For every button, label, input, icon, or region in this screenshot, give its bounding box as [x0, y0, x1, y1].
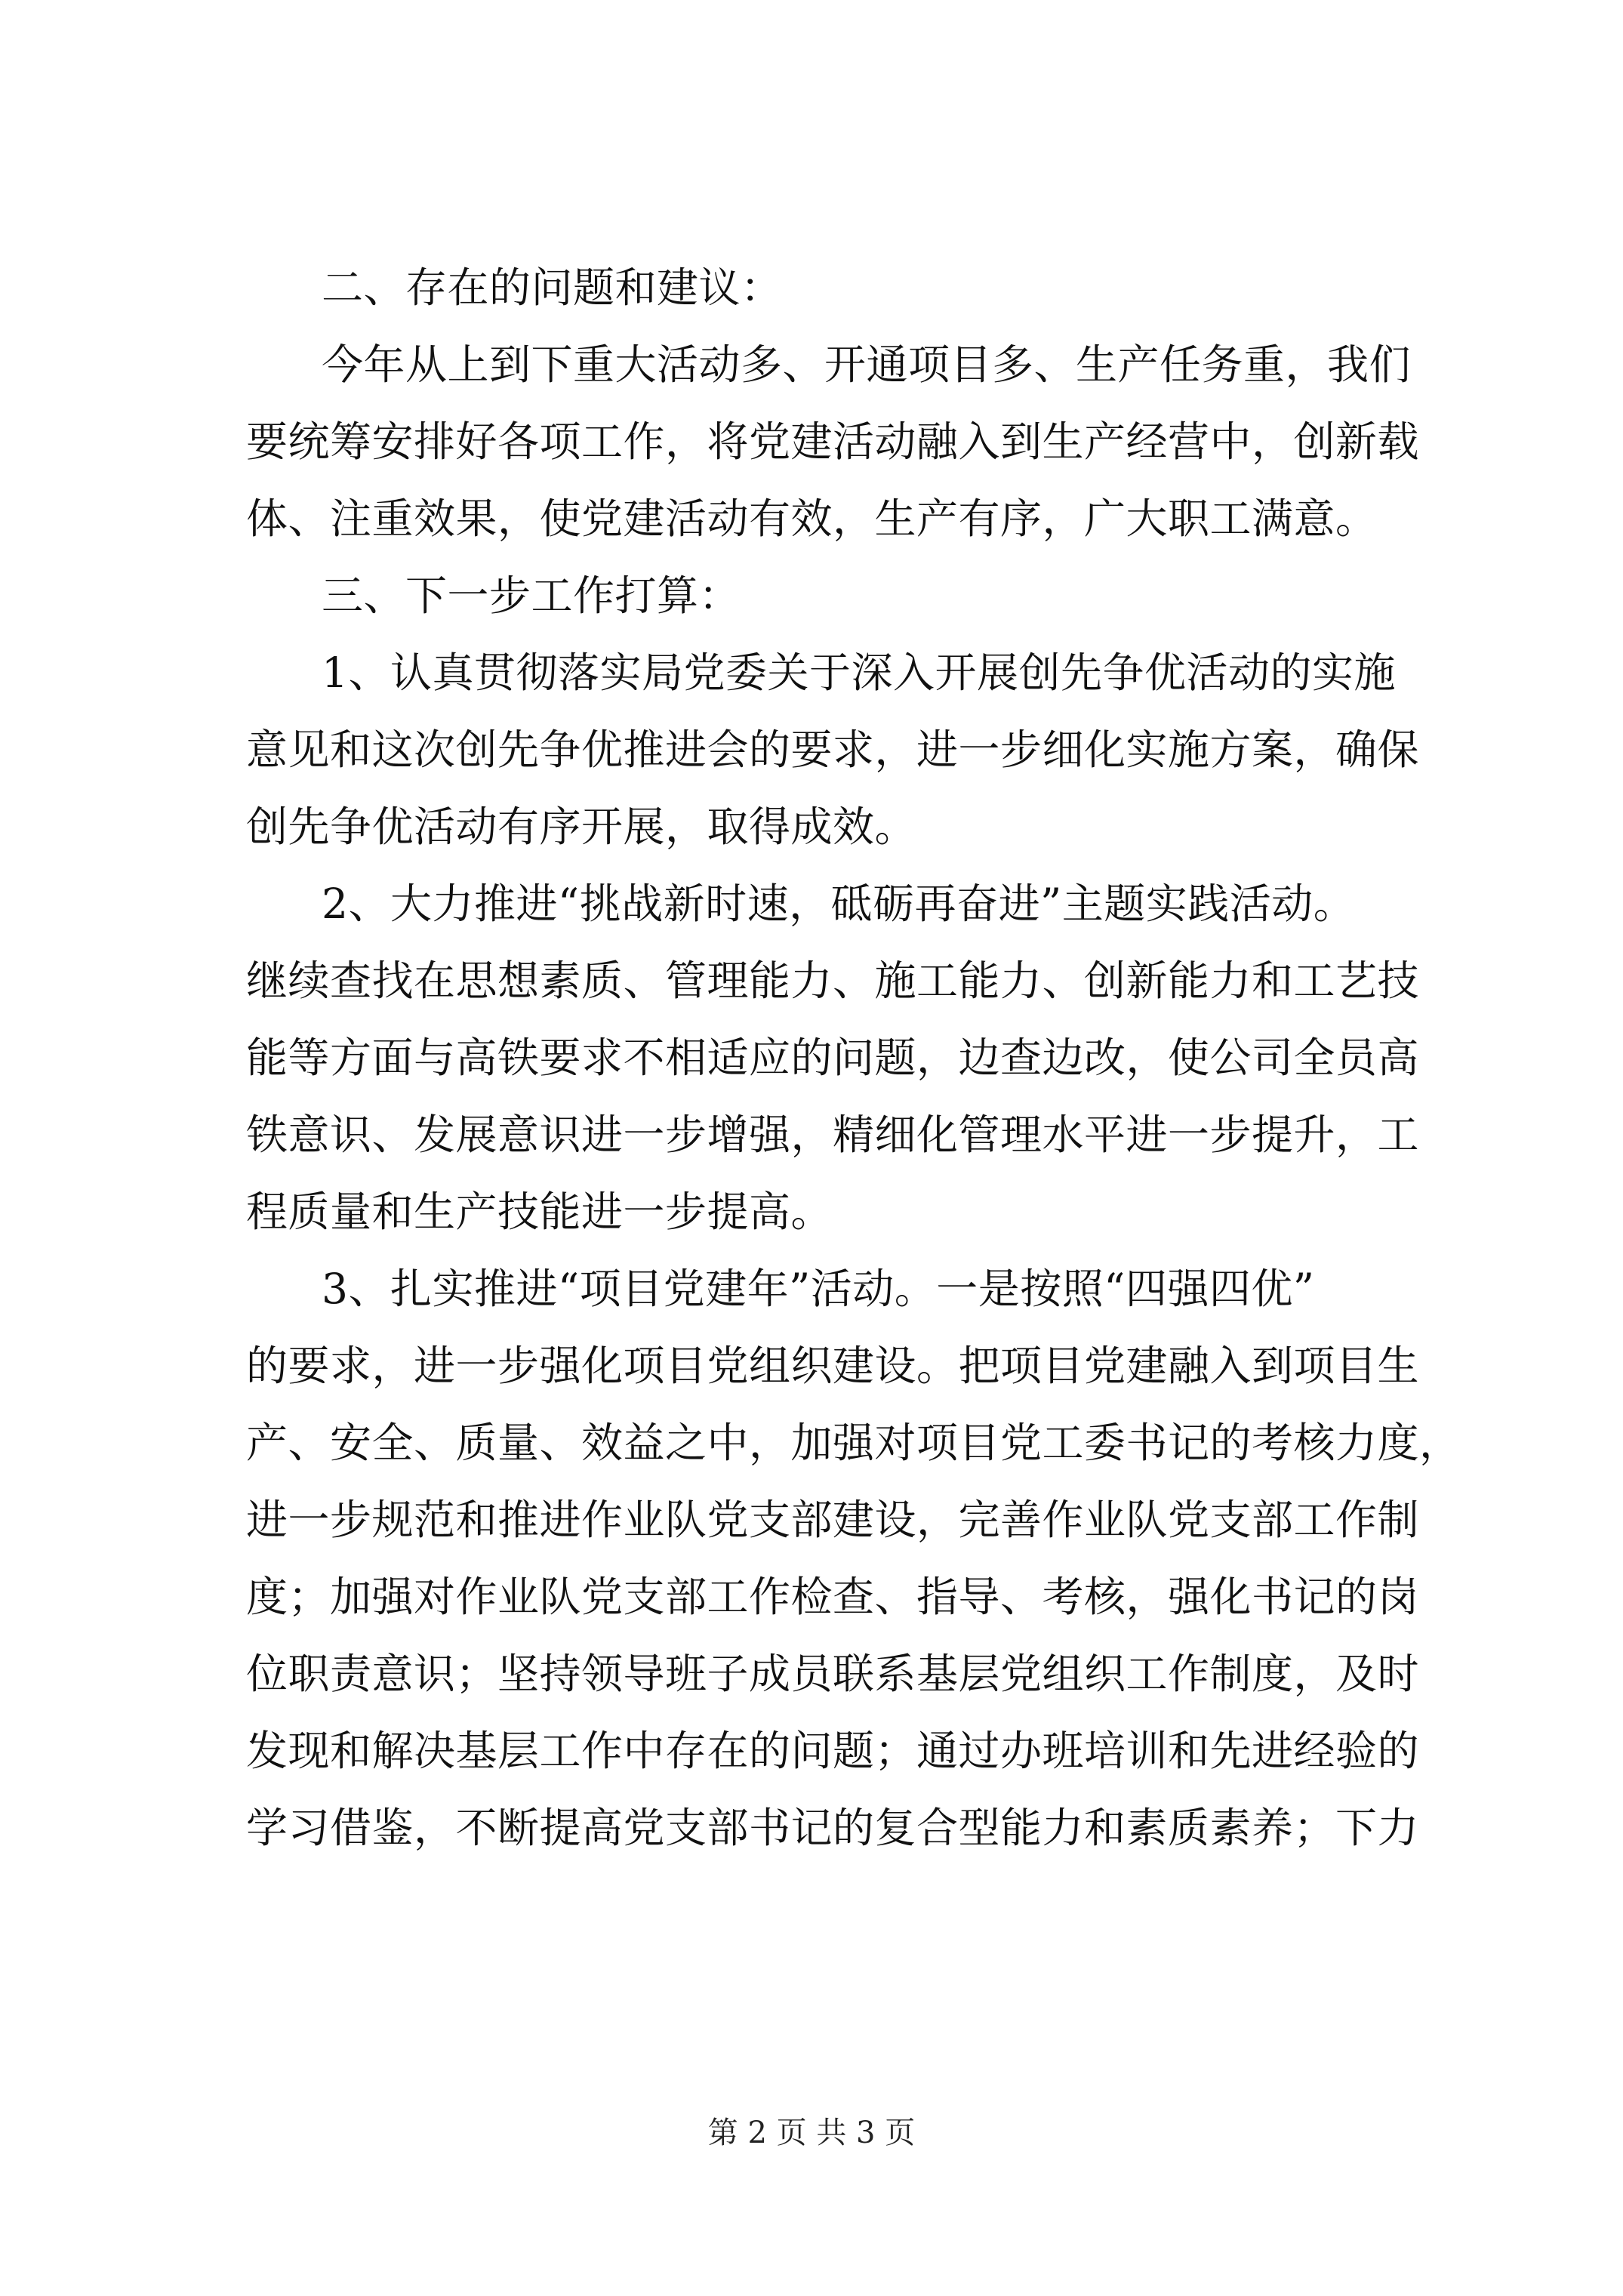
paragraph-line: 程质量和生产技能进一步提高。 — [246, 1188, 833, 1236]
document-body — [246, 249, 1461, 1866]
paragraph-line: 铁意识、发展意识进一步增强，精细化管理水平进一步提升，工 — [246, 1111, 1420, 1159]
paragraph-line: 发现和解决基层工作中存在的问题；通过办班培训和先进经验的 — [246, 1727, 1420, 1775]
paragraph-line: 产、安全、质量、效益之中，加强对项目党工委书记的考核力度， — [246, 1419, 1461, 1467]
paragraph-line: 位职责意识；坚持领导班子成员联系基层党组织工作制度，及时 — [246, 1650, 1420, 1698]
paragraph-line: 能等方面与高铁要求不相适应的问题，边查边改，使公司全员高 — [246, 1034, 1420, 1082]
paragraph-line: 的要求，进一步强化项目党组织建设。把项目党建融入到项目生 — [246, 1342, 1420, 1390]
paragraph-line: 3、扎实推进“项目党建年”活动。一是按照“四强四优” — [322, 1265, 1315, 1313]
paragraph-line: 意见和这次创先争优推进会的要求，进一步细化实施方案，确保 — [246, 726, 1420, 774]
page-number-footer: 第 2 页 共 3 页 — [707, 2116, 916, 2150]
paragraph-line: 进一步规范和推进作业队党支部建设，完善作业队党支部工作制 — [246, 1496, 1420, 1544]
paragraph-line: 1、认真贯彻落实局党委关于深入开展创先争优活动的实施 — [322, 649, 1396, 697]
paragraph-line: 创先争优活动有序开展，取得成效。 — [246, 803, 917, 851]
paragraph-line: 体、注重效果，使党建活动有效，生产有序，广大职工满意。 — [246, 495, 1378, 543]
paragraph-line: 今年从上到下重大活动多、开通项目多、生产任务重，我们 — [322, 341, 1412, 389]
section-heading-next-steps: 三、下一步工作打算： — [322, 572, 741, 620]
paragraph-line: 学习借鉴，不断提高党支部书记的复合型能力和素质素养；下力 — [246, 1804, 1420, 1852]
paragraph-line: 度；加强对作业队党支部工作检查、指导、考核，强化书记的岗 — [246, 1573, 1420, 1621]
paragraph-line: 2、大力推进“挑战新时速，砥砺再奋进”主题实践活动。 — [322, 880, 1356, 928]
section-heading-issues: 二、存在的问题和建议： — [322, 264, 783, 312]
paragraph-line: 继续查找在思想素质、管理能力、施工能力、创新能力和工艺技 — [246, 957, 1420, 1005]
paragraph-line: 要统筹安排好各项工作，将党建活动融入到生产经营中，创新载 — [246, 418, 1420, 466]
